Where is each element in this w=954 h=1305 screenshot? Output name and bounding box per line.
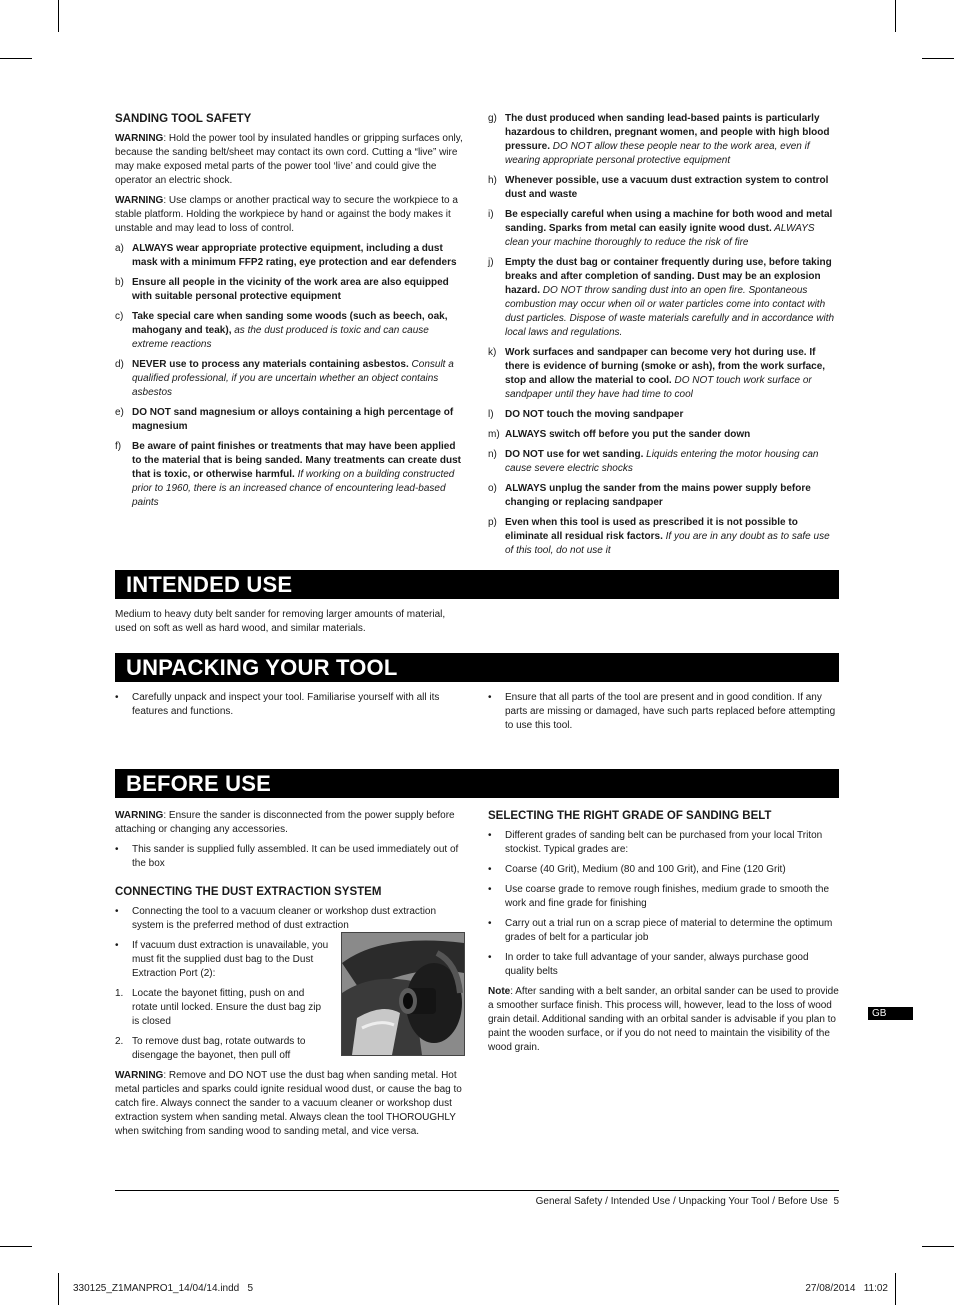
list-item: • Ensure that all parts of the tool are present and in good condition. If any parts are missing or damaged, have such parts replaced before attempting to use this tool. [488, 692, 836, 731]
sanding-safety-left-column [115, 112, 465, 516]
intended-use-heading-bar: INTENDED USE [115, 570, 839, 599]
list-item: g) The dust produced when sanding lead-based paints is particularly hazardous to children, pregnant women, and people with high blood pressure. DO NOT allow these people near to the work area, even if wearing appropriate personal protective equipment [488, 113, 830, 166]
list-item: • Different grades of sanding belt can be purchased from your local Triton stockist. Typical grades are: [488, 830, 823, 855]
section-subheading: CONNECTING THE DUST EXTRACTION SYSTEM [115, 886, 382, 898]
sanding-safety-right-column [488, 112, 839, 564]
list-item: • This sander is supplied fully assembled. It can be used immediately out of the box [115, 844, 459, 869]
list-item: e) DO NOT sand magnesium or alloys containing a high percentage of magnesium [115, 407, 454, 432]
print-slug-file: 330125_Z1MANPRO1_14/04/14.indd 5 [73, 1283, 254, 1294]
list-item: o) ALWAYS unplug the sander from the mains power supply before changing or replacing sandpaper [488, 483, 811, 508]
list-item: c) Take special care when sanding some woods (such as beech, oak, mahogany and teak), as the dust produced is toxic and can cause extreme reactions [115, 311, 448, 350]
intended-use-paragraph: Medium to heavy duty belt sander for removing larger amounts of material, used on soft as well as hard wood, and similar materials. [115, 609, 446, 634]
numbered-step: 2. To remove dust bag, rotate outwards to disengage the bayonet, then pull off [115, 1036, 306, 1061]
list-item: • Carefully unpack and inspect your tool. Familiarise yourself with all its features and functions. [115, 692, 440, 717]
list-item: j) Empty the dust bag or container frequently during use, before taking breaks and after completion of sanding. Dust may be an explosion hazard. DO NOT throw sanding dust into an open fire. Spontaneous combustion may occur when oil or water particles come into contact with dust particles. Dispose of waste materials carefully and in accordance with local laws and regulations. [488, 257, 835, 338]
unpacking-left-column [115, 691, 465, 725]
warning-paragraph: WARNING: Remove and DO NOT use the dust bag when sanding metal. Hot metal particles and sparks could ignite residual wood dust, or cause the bag to catch fire. Always connect the sander to a vacuum cleaner or workshop dust extraction system when sanding metal. Always clean the tool THOROUGHLY when switching from sanding wood to sanding metal, and vice versa. [115, 1070, 462, 1137]
list-item: m) ALWAYS switch off before you put the sander down [488, 429, 751, 440]
crop-mark [0, 58, 32, 59]
dust-bag-photo [341, 932, 465, 1056]
list-item: • If vacuum dust extraction is unavailable, you must fit the supplied dust bag to the Dust Extraction Port (2): [115, 940, 329, 979]
list-item: • Carry out a trial run on a scrap piece of material to determine the optimum grades of belt for a particular job [488, 918, 833, 943]
crop-mark [0, 1246, 32, 1247]
unpacking-heading-bar: UNPACKING YOUR TOOL [115, 653, 839, 682]
before-use-heading-bar: BEFORE USE [115, 769, 839, 798]
list-item: d) NEVER use to process any materials containing asbestos. Consult a qualified professional, if you are uncertain whether an object contains asbestos [115, 359, 454, 398]
page-number: 5 [833, 1196, 839, 1207]
warning-paragraph: WARNING: Use clamps or another practical way to secure the workpiece to a stable platform. Holding the workpiece by hand or against the body makes it unstable and may lead to loss of control. [115, 195, 458, 234]
section-subheading: SELECTING THE RIGHT GRADE OF SANDING BELT [488, 810, 772, 822]
print-slug-date: 27/08/2014 11:02 [805, 1283, 888, 1294]
note-paragraph: Note: After sanding with a belt sander, an orbital sander can be used to provide a smoother surface finish. This process will, however, lead to the loss of wood grain detail. Additional sanding with an orbital sander is advisable if you plan to paint the wooden surface, or if you do not need to maintain the visibility of the wood grain. [488, 986, 839, 1053]
footer-section-path: General Safety / Intended Use / Unpacking Your Tool / Before Use [535, 1196, 828, 1207]
list-item: p) Even when this tool is used as prescribed it is not possible to eliminate all residual risk factors. If you are in any doubt as to safe use of this tool, do not use it [488, 517, 830, 556]
sander-dust-port-image [342, 933, 464, 1055]
list-item: b) Ensure all people in the vicinity of the work area are also equipped with suitable personal protective equipment [115, 277, 449, 302]
list-item: • Connecting the tool to a vacuum cleaner or workshop dust extraction system is the preferred method of dust extraction [115, 906, 437, 931]
crop-mark [58, 1273, 59, 1305]
language-tab: GB [868, 1007, 913, 1020]
before-use-right-column [488, 809, 839, 1061]
list-item: n) DO NOT use for wet sanding. Liquids entering the motor housing can cause severe electric shocks [488, 449, 819, 474]
unpacking-right-column [488, 691, 839, 739]
warning-paragraph: WARNING: Ensure the sander is disconnected from the power supply before attaching or changing any accessories. [115, 810, 455, 835]
list-item: l) DO NOT touch the moving sandpaper [488, 409, 684, 420]
intended-use-text [115, 608, 465, 642]
list-item: • Coarse (40 Grit), Medium (80 and 100 Grit), and Fine (120 Grit) [488, 864, 786, 875]
footer-rule [115, 1190, 839, 1191]
list-item: a) ALWAYS wear appropriate protective equipment, including a dust mask with a minimum FFP2 rating, eye protection and ear defenders [115, 243, 457, 268]
crop-mark [922, 58, 954, 59]
page-footer [115, 1196, 839, 1207]
list-item: k) Work surfaces and sandpaper can become very hot during use. If there is evidence of burning (smoke or ash), from the work surface, stop and allow the material to cool. DO NOT touch work surface or sandpaper until they have had time to cool [488, 347, 826, 400]
list-item: f) Be aware of paint finishes or treatments that may have been applied to the material that is being sanded. Many treatments can create dust that is toxic, or otherwise harmful. If working on a building constructed prior to 1960, there is an increased chance of encountering lead-based paints [115, 441, 461, 508]
crop-mark [895, 1273, 896, 1305]
warning-paragraph: WARNING: Hold the power tool by insulated handles or gripping surfaces only, because the sanding belt/sheet may contact its own cord. Cutting a “live” wire may make exposed metal parts of the power tool ‘live’ and could give the operator an electric shock. [115, 133, 463, 186]
list-item: • In order to take full advantage of your sander, always purchase good quality belts [488, 952, 809, 977]
crop-mark [922, 1246, 954, 1247]
list-item: • Use coarse grade to remove rough finishes, medium grade to smooth the work and fine grade for finishing [488, 884, 830, 909]
list-item: h) Whenever possible, use a vacuum dust extraction system to control dust and waste [488, 175, 829, 200]
section-subheading: SANDING TOOL SAFETY [115, 113, 252, 125]
crop-mark [58, 0, 59, 32]
numbered-step: 1. Locate the bayonet fitting, push on and rotate until locked. Ensure the dust bag zip is closed [115, 988, 322, 1027]
list-item: i) Be especially careful when using a machine for both wood and metal sanding. Sparks from metal can easily ignite wood dust. ALWAYS clean your machine thoroughly to reduce the risk of fire [488, 209, 833, 248]
crop-mark [895, 0, 896, 32]
